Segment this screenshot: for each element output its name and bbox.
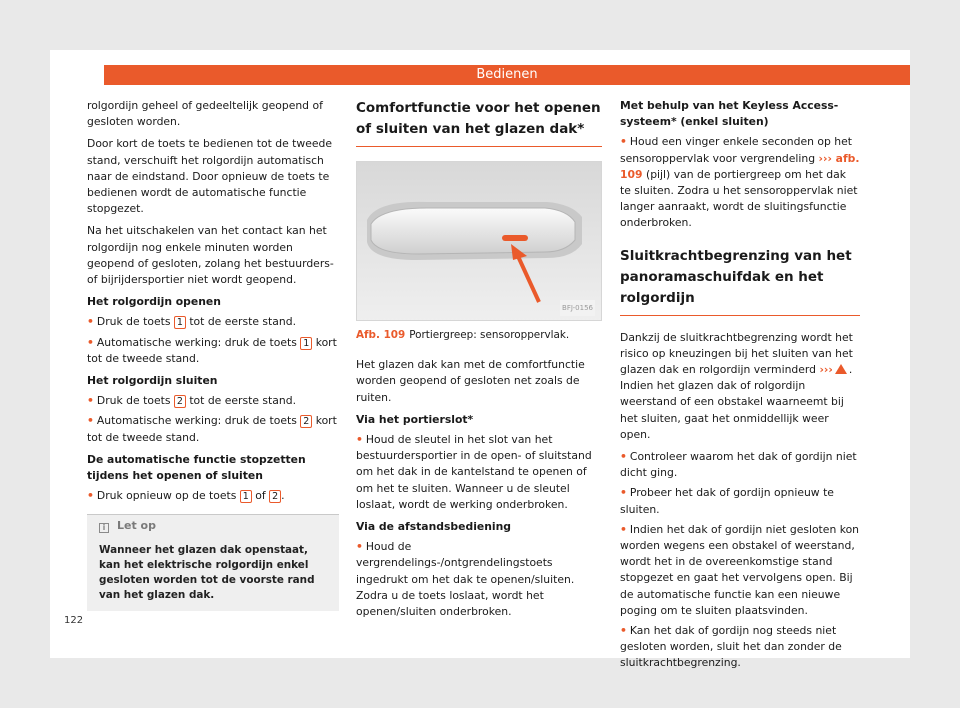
subheading-remote: Via de afstandsbediening [356,520,512,534]
subheading-keyless: Met behulp van het Keyless Access-systeem* (enkel sluiten) [620,99,839,129]
door-handle-figure [356,161,602,321]
paragraph: Door kort de toets te bedienen tot de tweede stand, verschuift het rolgordijn automatisch naar de eindstand. Door opnieuw de toets te bedienen wordt de automatische functie stopgezet. [87,137,333,216]
list-item: • Kan het dak of gordijn nog steeds niet gesloten worden, sluit het dan zonder de sluitkrachtbegrenzing. [620,624,842,670]
list-item: • Automatische werking: druk de toets 2 kort tot de tweede stand. [87,414,337,444]
list-item: • Indien het dak of gordijn niet gesloten kon worden wegens een obstakel of weerstand, wordt het in de overeenkomstige stand stopgezet en gaat het vervolgens open. Bij de automatische functie kan een nieuwe poging om te sluiten plaatsvinden. [620,522,860,617]
bullet-icon: • [620,522,627,536]
bullet-icon: • [620,135,627,149]
key-number-badge: 1 [300,337,312,350]
section-heading: Sluitkrachtbegrenzing van het panoramaschuifdak en het rolgordijn [620,246,860,316]
subheading-open: Het rolgordijn openen [87,295,221,309]
list-item: • Houd een vinger enkele seconden op het sensoroppervlak voor vergrendeling ››› afb. 109 (pijl) van de portiergreep om het dak te sluiten. Zodra u het sensoroppervlak niet langer aanraakt, wordt de sluitingsfunctie onderbroken. [620,135,860,230]
bullet-icon: • [620,624,627,638]
list-item: • Houd de sleutel in het slot van het bestuurdersportier in de open- of sluitstand om het dak in de kantelstand te openen of om het te sluiten. Wanneer u de sleutel loslaat, wordt de werking onderbroken. [356,433,592,511]
bullet-icon: • [87,335,94,349]
list-item: • Probeer het dak of gordijn opnieuw te sluiten. [620,486,834,516]
list-item: • Automatische werking: druk de toets 1 kort tot de tweede stand. [87,335,337,365]
list-item: • Druk opnieuw op de toets 1 of 2 . [87,489,285,503]
manual-page [50,50,910,670]
warning-link[interactable]: ››› [819,363,833,377]
list-item: • Druk de toets 2 tot de eerste stand. [87,394,297,408]
bullet-icon: • [620,486,627,500]
bullet-icon: • [87,489,94,503]
info-icon: i [99,523,109,533]
key-number-badge: 1 [240,490,252,503]
bullet-icon: • [356,540,363,554]
section-heading: Comfortfunctie voor het openen of sluiten van het glazen dak* [356,98,602,147]
bullet-icon: • [87,315,94,329]
column-right [620,98,860,676]
figure-link[interactable]: ››› afb. 109 [620,151,860,181]
warning-icon [835,364,847,374]
note-header: i Let op [87,515,339,537]
paragraph: Na het uitschakelen van het contact kan het rolgordijn nog enkele minuten worden geopend of gesloten, zolang het bestuurders- of bijrijdersportier niet wordt geopend. [87,224,334,287]
bullet-icon: • [87,414,94,428]
list-item: • Druk de toets 1 tot de eerste stand. [87,315,297,329]
note-box [87,514,339,611]
note-text: Wanneer het glazen dak openstaat, kan het elektrische rolgordijn enkel gesloten worden tot de voorste rand van het glazen dak. [87,537,339,611]
bullet-icon: • [620,450,627,464]
bullet-icon: • [87,394,94,408]
key-number-badge: 2 [300,415,312,428]
subheading-close: Het rolgordijn sluiten [87,374,218,388]
column-left [87,98,339,611]
paragraph: Dankzij de sluitkrachtbegrenzing wordt het risico op kneuzingen bij het sluiten van het glazen dak en rolgordijn verminderd ››› . Indien het glazen dak of rolgordijn weerstand of een obstakel waarneemt bij het sluiten, gaat het onmiddellijk weer open. [620,330,853,441]
subheading-stop: De automatische functie stopzetten tijdens het openen of sluiten [87,452,306,483]
key-number-badge: 2 [174,395,186,408]
figure-caption: Afb. 109 Portiergreep: sensoroppervlak. [356,329,570,341]
figure-code: BFJ-0156 [560,300,595,316]
door-handle-illustration [357,162,602,321]
key-number-badge: 1 [174,316,186,329]
subheading-lock: Via het portierslot* [356,412,474,426]
column-middle [356,98,602,624]
list-item: • Houd de vergrendelings-/ontgrendelingstoets ingedrukt om het dak te openen/sluiten. Zodra u de toets loslaat, wordt het openen/sluiten onderbroken. [356,540,575,619]
page-number: 122 [64,615,84,626]
paragraph: Het glazen dak kan met de comfortfunctie worden geopend of gesloten net zoals de ruiten. [356,358,585,404]
key-number-badge: 2 [269,490,281,503]
list-item: • Controleer waarom het dak of gordijn niet dicht ging. [620,450,857,480]
paragraph: rolgordijn geheel of gedeeltelijk geopend of gesloten worden. [87,99,323,129]
bullet-icon: • [356,433,363,447]
section-header: Bedienen [104,65,910,85]
